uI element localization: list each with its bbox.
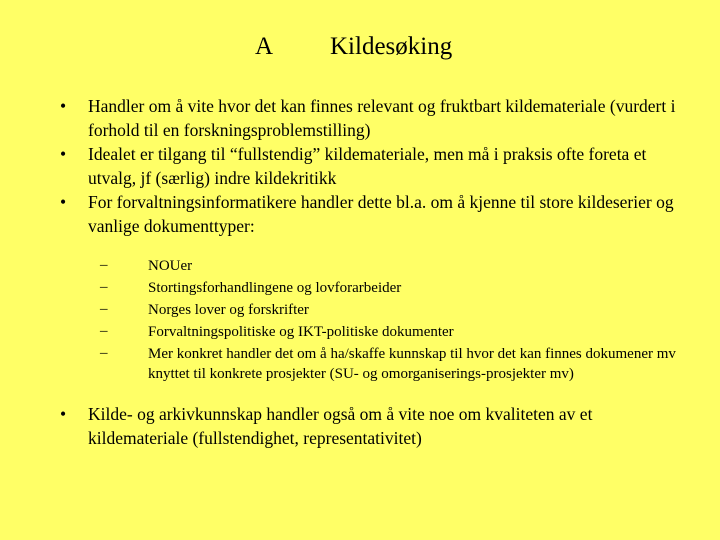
dash-marker: – <box>100 323 108 339</box>
sub-bullet-item <box>88 254 680 276</box>
bullet-text: Kilde- og arkivkunnskap handler også om å vite noe om kvaliteten av et kildemateriale (fullstendighet, representativitet) <box>88 404 593 448</box>
sub-bullet-list <box>88 254 680 384</box>
sub-bullet-item <box>88 320 680 342</box>
bullet-text: Idealet er tilgang til “fullstendig” kildemateriale, men må i praksis ofte foreta et utvalg, jf (særlig) indre kildekritikk <box>88 144 647 188</box>
bullet-text: For forvaltningsinformatikere handler dette bl.a. om å kjenne til store kildeserier og vanlige dokumenttyper: <box>88 192 674 236</box>
sub-bullet-text: NOUer <box>148 258 193 274</box>
title-text: Kildesøking <box>330 33 453 60</box>
slide-title <box>0 30 720 64</box>
bullet-marker: • <box>60 404 67 424</box>
dash-marker: – <box>100 279 108 295</box>
sub-bullet-item <box>88 342 680 384</box>
bullet-item <box>60 94 680 142</box>
sub-bullet-text: Forvaltningspolitiske og IKT-politiske dokumenter <box>148 324 454 340</box>
sub-bullet-item <box>88 298 680 320</box>
bullet-marker: • <box>60 96 67 116</box>
sub-bullet-item <box>88 276 680 298</box>
bullet-marker: • <box>60 144 67 164</box>
sub-bullet-text: Norges lover og forskrifter <box>148 302 309 318</box>
dash-marker: – <box>100 301 108 317</box>
bullet-marker: • <box>60 192 67 212</box>
bullet-text: Handler om å vite hvor det kan finnes relevant og fruktbart kildemateriale (vurdert i forhold til en forskningsproblemstilling) <box>88 96 676 140</box>
bullet-list <box>60 94 680 450</box>
bullet-item <box>60 142 680 190</box>
sub-bullet-text: Mer konkret handler det om å ha/skaffe kunnskap til hvor det kan finnes dokumener mv knyttet til konkrete prosjekter (SU- og omorganiserings-prosjekter mv) <box>148 346 676 382</box>
dash-marker: – <box>100 257 108 273</box>
sub-bullet-text: Stortingsforhandlingene og lovforarbeider <box>148 280 402 296</box>
title-letter: A <box>255 33 274 60</box>
dash-marker: – <box>100 345 108 361</box>
bullet-item <box>60 402 680 450</box>
bullet-item <box>60 190 680 384</box>
slide-content <box>60 94 680 450</box>
